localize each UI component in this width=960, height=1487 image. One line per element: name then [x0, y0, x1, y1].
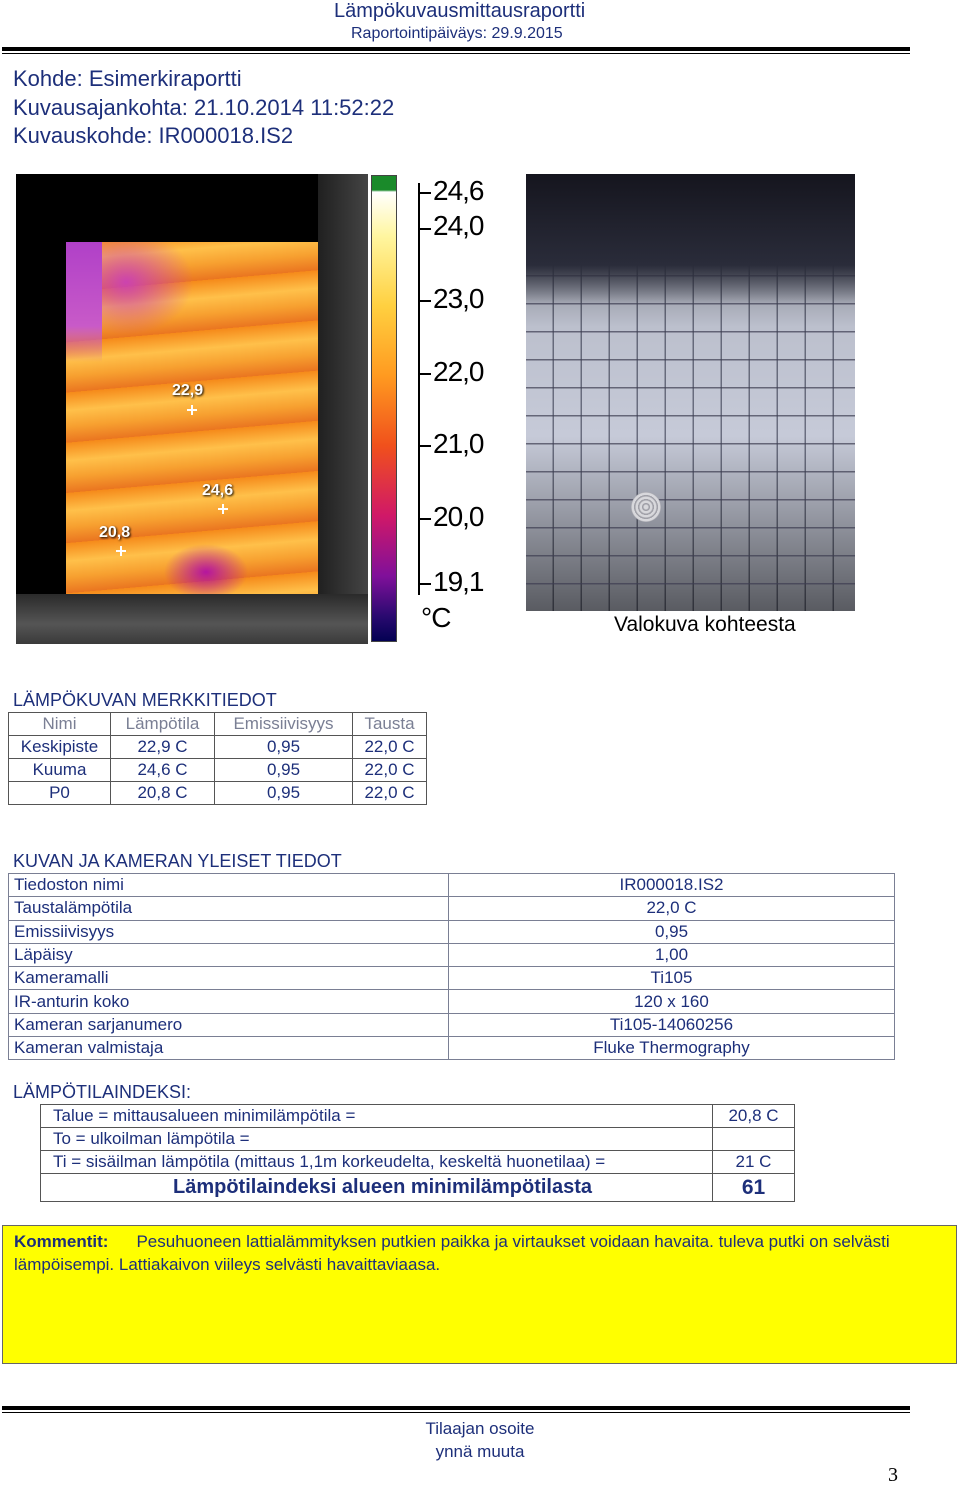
marker-p0-label: 20,8 — [99, 524, 131, 541]
field-value: Ti105 — [449, 967, 895, 990]
thermal-floor-edge — [16, 594, 368, 644]
index-total-label: Lämpötilaindeksi alueen minimilämpötilasta — [41, 1174, 713, 1202]
table-row — [9, 920, 895, 943]
table-row — [9, 759, 427, 782]
scale-tick — [419, 228, 431, 230]
scale-tick — [419, 518, 431, 520]
table-row — [41, 1128, 795, 1151]
table-row — [9, 874, 895, 897]
field-label: Emissiivisyys — [9, 920, 449, 943]
table-header-row — [9, 713, 427, 736]
comment-box — [2, 1225, 957, 1364]
header-cell: Tausta — [353, 713, 427, 736]
table-cell: Kuuma — [9, 759, 111, 782]
scale-label: 20,0 — [433, 501, 484, 532]
visual-photo — [526, 174, 855, 611]
scale-label-max: 24,6 — [433, 175, 484, 206]
field-label: Kameran valmistaja — [9, 1037, 449, 1060]
table-row — [41, 1105, 795, 1128]
footer-other: ynnä muuta — [435, 1442, 525, 1461]
scale-tick — [419, 583, 431, 585]
comment-label: Kommentit: — [14, 1232, 109, 1251]
field-label: IR-anturin koko — [9, 990, 449, 1013]
header-divider-thin — [2, 53, 910, 54]
index-title: LÄMPÖTILAINDEKSI: — [13, 1082, 192, 1102]
table-cell: P0 — [9, 782, 111, 805]
index-value: 21 C — [713, 1151, 795, 1174]
temperature-color-bar — [371, 175, 397, 642]
table-cell: 20,8 C — [111, 782, 215, 805]
thermal-image — [16, 174, 368, 644]
report-date: Raportointipäiväys: 29.9.2015 — [351, 25, 563, 42]
index-total-value: 61 — [713, 1174, 795, 1202]
scale-tick — [419, 300, 431, 302]
info-capture-object: Kuvauskohde: IR000018.IS2 — [13, 123, 294, 148]
header-cell: Lämpötila — [111, 713, 215, 736]
marker-hot-label: 24,6 — [202, 482, 234, 499]
header-cell: Emissiivisyys — [215, 713, 353, 736]
table-row — [9, 1013, 895, 1036]
footer-divider-thick — [2, 1406, 910, 1410]
floor-drain — [631, 492, 661, 522]
scale-tick — [419, 373, 431, 375]
page-number: 3 — [888, 1464, 898, 1486]
photo-wall-area — [526, 174, 855, 304]
photo-caption: Valokuva kohteesta — [614, 613, 796, 636]
field-value: 120 x 160 — [449, 990, 895, 1013]
footer-address: Tilaajan osoite — [425, 1419, 535, 1438]
table-row — [9, 782, 427, 805]
index-label: Ti = sisäilman lämpötila (mittaus 1,1m korkeudelta, keskeltä huonetilaa) = — [41, 1151, 713, 1174]
table-cell: 0,95 — [215, 736, 353, 759]
index-label: To = ulkoilman lämpötila = — [41, 1128, 713, 1151]
table-cell: 0,95 — [215, 782, 353, 805]
marker-hot-crosshair-icon — [218, 504, 228, 514]
scale-tick — [419, 445, 431, 447]
scale-tick — [419, 192, 431, 194]
field-value: 0,95 — [449, 920, 895, 943]
header-cell: Nimi — [9, 713, 111, 736]
index-total-row — [41, 1174, 795, 1202]
table-cell: 24,6 C — [111, 759, 215, 782]
table-cell: 22,9 C — [111, 736, 215, 759]
table-row — [9, 897, 895, 920]
info-capture-time: Kuvausajankohta: 21.10.2014 11:52:22 — [13, 95, 395, 120]
thermal-edge — [318, 174, 368, 644]
field-value: 22,0 C — [449, 897, 895, 920]
table-row — [9, 967, 895, 990]
header-divider-thick — [2, 47, 910, 51]
table-row — [9, 1037, 895, 1060]
table-cell: 0,95 — [215, 759, 353, 782]
table-cell: 22,0 C — [353, 782, 427, 805]
general-info-table — [8, 873, 895, 1060]
marker-center-crosshair-icon — [187, 405, 197, 415]
marker-table-title: LÄMPÖKUVAN MERKKITIEDOT — [13, 690, 277, 710]
scale-label-min: 19,1 — [433, 566, 484, 597]
field-label: Taustalämpötila — [9, 897, 449, 920]
scale-axis — [418, 183, 420, 595]
field-value: 1,00 — [449, 943, 895, 966]
marker-table — [8, 712, 427, 805]
table-row — [9, 943, 895, 966]
table-cell: 22,0 C — [353, 736, 427, 759]
marker-p0-crosshair-icon — [116, 546, 126, 556]
field-value: IR000018.IS2 — [449, 874, 895, 897]
scale-unit: °C — [421, 602, 451, 633]
field-label: Läpäisy — [9, 943, 449, 966]
index-value: 20,8 C — [713, 1105, 795, 1128]
index-label: Talue = mittausalueen minimilämpötila = — [41, 1105, 713, 1128]
scale-label: 23,0 — [433, 283, 484, 314]
field-value: Ti105-14060256 — [449, 1013, 895, 1036]
marker-center-label: 22,9 — [172, 382, 204, 399]
comment-content — [14, 1230, 949, 1276]
table-row — [9, 990, 895, 1013]
table-cell: 22,0 C — [353, 759, 427, 782]
comment-text: Pesuhuoneen lattialämmityksen putkien paikka ja virtaukset voidaan havaita. tuleva putki on selvästi lämpöisempi. Lattiakaivon viileys selvästi havaittaviaasa. — [14, 1232, 890, 1274]
index-value — [713, 1128, 795, 1151]
scale-label: 22,0 — [433, 356, 484, 387]
table-cell: Keskipiste — [9, 736, 111, 759]
temperature-index-table — [40, 1104, 795, 1202]
general-table-title: KUVAN JA KAMERAN YLEISET TIEDOT — [13, 851, 342, 871]
report-title: Lämpökuvausmittausraportti — [334, 0, 586, 22]
footer-divider-thin — [2, 1412, 910, 1413]
field-label: Kameramalli — [9, 967, 449, 990]
scale-label: 21,0 — [433, 428, 484, 459]
field-value: Fluke Thermography — [449, 1037, 895, 1060]
field-label: Kameran sarjanumero — [9, 1013, 449, 1036]
info-target: Kohde: Esimerkiraportti — [13, 66, 242, 91]
table-row — [41, 1151, 795, 1174]
table-row — [9, 736, 427, 759]
field-label: Tiedoston nimi — [9, 874, 449, 897]
scale-label: 24,0 — [433, 210, 484, 241]
